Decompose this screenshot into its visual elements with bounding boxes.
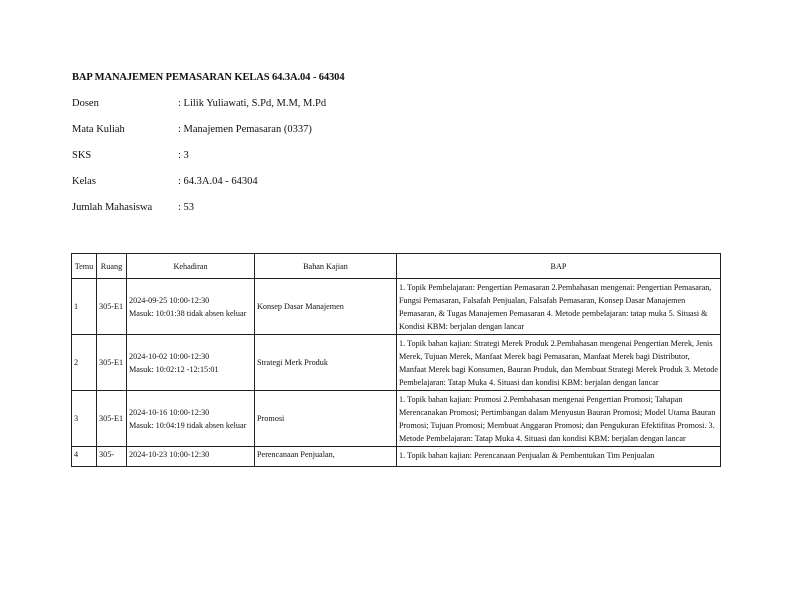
cell-ruang: 305-: [97, 447, 127, 467]
header-bap: BAP: [397, 254, 721, 279]
page-title: BAP MANAJEMEN PEMASARAN KELAS 64.3A.04 - 64304: [72, 72, 345, 83]
cell-temu: 3: [72, 391, 97, 447]
kehadiran-jadwal: 2024-10-16 10:00-12:30: [129, 407, 210, 417]
cell-kehadiran: [127, 391, 255, 447]
cell-bahan-kajian: Promosi: [255, 391, 397, 447]
info-label: Jumlah Mahasiswa: [72, 202, 153, 213]
table-row: [72, 447, 721, 467]
info-label: SKS: [72, 150, 92, 161]
cell-bap: 1. Topik bahan kajian: Perencanaan Penjualan & Pembentukan Tim Penjualan: [397, 447, 721, 467]
info-value: : 3: [178, 150, 189, 161]
table-header-row: [72, 254, 721, 279]
info-label: Mata Kuliah: [72, 124, 125, 135]
cell-bap: 1. Topik bahan kajian: Strategi Merek Produk 2.Pembahasan mengenai Pengertian Merek, Jenis Merek, Tujuan Merek, Manfaat Merek bagi Pemasaran, Manfaat Merek bagi Distributor, Manfaat Merek bagi Konsumen, Bauran Produk, dan Membuat Strategi Merek Produk 3. Metode Pembelajaran: Tatap Muka 4. Situasi dan kondisi KBM: berjalan dengan lancar: [397, 335, 721, 391]
table-row: [72, 335, 721, 391]
header-bahan-kajian: Bahan Kajian: [255, 254, 397, 279]
bap-table: [71, 253, 721, 467]
cell-bahan-kajian: Konsep Dasar Manajemen: [255, 279, 397, 335]
cell-kehadiran: [127, 279, 255, 335]
info-label: Kelas: [72, 176, 96, 187]
cell-temu: 4: [72, 447, 97, 467]
table-row: [72, 279, 721, 335]
info-value: : 53: [178, 202, 195, 213]
header-kehadiran: Kehadiran: [127, 254, 255, 279]
cell-bahan-kajian: Perencanaan Penjualan,: [255, 447, 397, 467]
cell-temu: 1: [72, 279, 97, 335]
cell-kehadiran: [127, 335, 255, 391]
header-temu: Temu: [72, 254, 97, 279]
cell-ruang: 305-E1: [97, 279, 127, 335]
kehadiran-masuk: Masuk: 10:02:12 -12:15:01: [129, 364, 219, 374]
info-value: : Lilik Yuliawati, S.Pd, M.M, M.Pd: [178, 98, 327, 109]
cell-ruang: 305-E1: [97, 335, 127, 391]
cell-temu: 2: [72, 335, 97, 391]
table-row: [72, 391, 721, 447]
cell-bap: 1. Topik bahan kajian: Promosi 2.Pembahasan mengenai Pengertian Promosi; Tahapan Merencanakan Promosi; Pertimbangan dalam Menyusun Bauran Promosi; Model Utama Bauran Promosi; Tujuan Promosi; Membuat Anggaran Promosi; dan Pengukuran Efektifitas Promosi. 3. Metode Pembelajaran: Tatap Muka 4. Situasi dan kondisi KBM: berjalan dengan lancar: [397, 391, 721, 447]
kehadiran-jadwal: 2024-09-25 10:00-12:30: [129, 295, 210, 305]
cell-bahan-kajian: Strategi Merk Produk: [255, 335, 397, 391]
info-label: Dosen: [72, 98, 99, 109]
info-value: : Manajemen Pemasaran (0337): [178, 124, 312, 135]
kehadiran-masuk: Masuk: 10:01:38 tidak absen keluar: [129, 308, 247, 318]
cell-kehadiran: [127, 447, 255, 467]
cell-ruang: 305-E1: [97, 391, 127, 447]
header-ruang: Ruang: [97, 254, 127, 279]
kehadiran-jadwal: 2024-10-02 10:00-12:30: [129, 351, 210, 361]
kehadiran-masuk: Masuk: 10:04:19 tidak absen keluar: [129, 420, 247, 430]
kehadiran-jadwal: 2024-10-23 10:00-12:30: [129, 450, 210, 459]
cell-bap: 1. Topik Pembelajaran: Pengertian Pemasaran 2.Pembahasan mengenai: Pengertian Pemasaran, Fungsi Pemasaran, Falsafah Penjualan, Falsafah Pemasaran, Konsep Dasar Manajemen Pemasaran, & Tugas Manajemen Pemasaran 4. Metode pembelajaran: tatap muka 5. Situasi & Kondisi KBM: berjalan dengan lancar: [397, 279, 721, 335]
info-value: : 64.3A.04 - 64304: [178, 176, 258, 187]
